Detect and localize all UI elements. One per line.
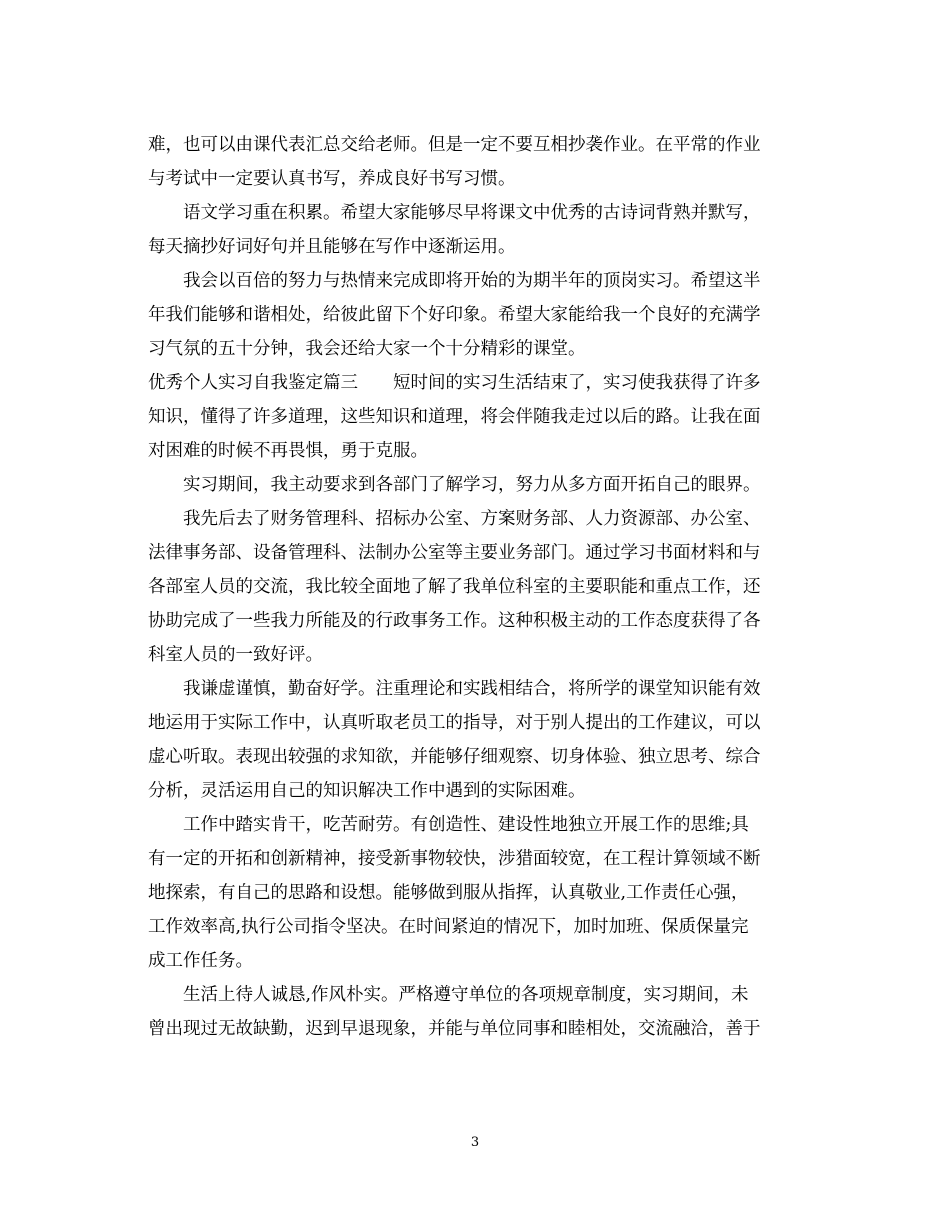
body-text [148, 128, 813, 1046]
text-line: 协助完成了一些我力所能及的行政事务工作。这种积极主动的工作态度获得了各 [148, 611, 761, 631]
text-line: 工作中踏实肯干，吃苦耐劳。有创造性、建设性地独立开展工作的思维;具 [148, 815, 749, 835]
text-line: 虚心听取。表现出较强的求知欲，并能够仔细观察、切身体验、独立思考、综合 [148, 747, 761, 767]
text-line: 各部室人员的交流，我比较全面地了解了我单位科室的主要职能和重点工作，还 [148, 577, 761, 597]
text-line: 地探索，有自己的思路和设想。能够做到服从指挥，认真敬业,工作责任心强， [148, 883, 749, 903]
text-line: 曾出现过无故缺勤，迟到早退现象，并能与单位同事和睦相处，交流融洽，善于 [148, 1019, 761, 1039]
section-heading-line: 优秀个人实习自我鉴定篇三 短时间的实习生活结束了，实习使我获得了许多 [148, 373, 761, 393]
text-line: 与考试中一定要认真书写，养成良好书写习惯。 [148, 169, 516, 189]
text-line: 语文学习重在积累。希望大家能够尽早将课文中优秀的古诗词背熟并默写， [148, 203, 761, 223]
text-line: 每天摘抄好词好句并且能够在写作中逐渐运用。 [148, 237, 516, 257]
text-line: 有一定的开拓和创新精神，接受新事物较快，涉猎面较宽，在工程计算领域不断 [148, 849, 761, 869]
text-line: 我谦虚谨慎，勤奋好学。注重理论和实践相结合，将所学的课堂知识能有效 [148, 679, 761, 699]
text-line: 科室人员的一致好评。 [148, 645, 323, 665]
text-line: 地运用于实际工作中，认真听取老员工的指导，对于别人提出的工作建议，可以 [148, 713, 761, 733]
text-line: 法律事务部、设备管理科、法制办公室等主要业务部门。通过学习书面材料和与 [148, 543, 761, 563]
page-number: 3 [470, 1135, 480, 1150]
text-line: 成工作任务。 [148, 951, 253, 971]
text-line: 我会以百倍的努力与热情来完成即将开始的为期半年的顶岗实习。希望这半 [148, 271, 761, 291]
text-line: 工作效率高,执行公司指令坚决。在时间紧迫的情况下，加时加班、保质保量完 [148, 917, 749, 937]
text-line: 难，也可以由课代表汇总交给老师。但是一定不要互相抄袭作业。在平常的作业 [148, 135, 761, 155]
text-line: 对困难的时候不再畏惧，勇于克服。 [148, 441, 428, 461]
text-line: 分析，灵活运用自己的知识解决工作中遇到的实际困难。 [148, 781, 586, 801]
text-line: 习气氛的五十分钟，我会还给大家一个十分精彩的课堂。 [148, 339, 586, 359]
text-line: 实习期间，我主动要求到各部门了解学习，努力从多方面开拓自己的眼界。 [148, 475, 761, 495]
text-line: 知识，懂得了许多道理，这些知识和道理，将会伴随我走过以后的路。让我在面 [148, 407, 761, 427]
text-line: 我先后去了财务管理科、招标办公室、方案财务部、人力资源部、办公室、 [148, 509, 761, 529]
text-line: 年我们能够和谐相处，给彼此留下个好印象。希望大家能给我一个良好的充满学 [148, 305, 761, 325]
text-line: 生活上待人诚恳,作风朴实。严格遵守单位的各项规章制度，实习期间，未 [148, 985, 749, 1005]
